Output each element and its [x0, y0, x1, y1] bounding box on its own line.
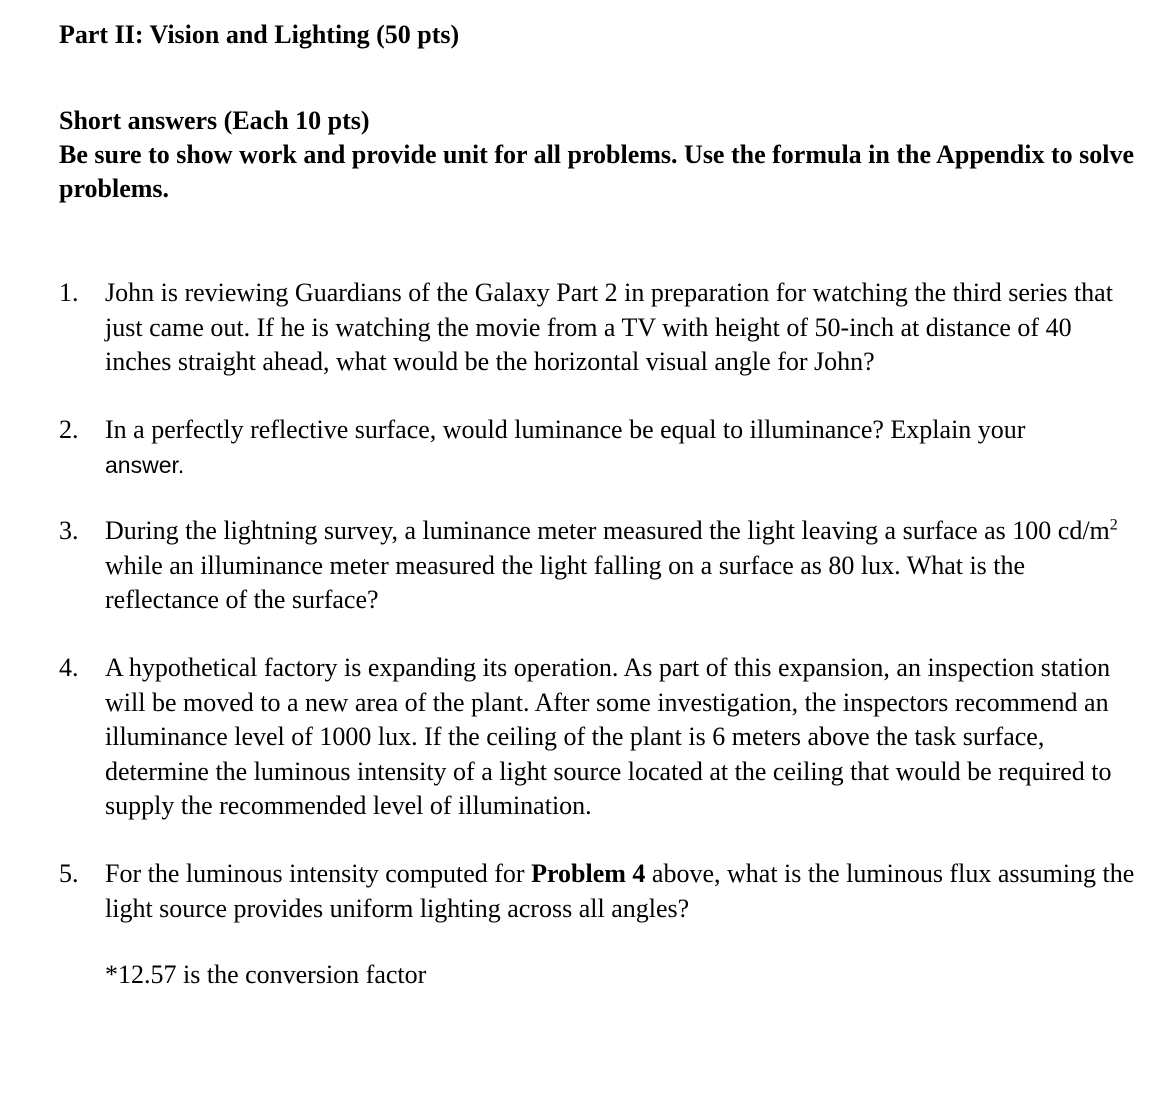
question-2 [59, 413, 1139, 482]
question-5 [59, 857, 1139, 926]
section-title: Part II: Vision and Lighting (50 pts) [59, 20, 460, 49]
question-number: 3. [59, 516, 79, 545]
question-number: 2. [59, 415, 79, 444]
question-text: A hypothetical factory is expanding its operation. As part of this expansion, an inspection station will be moved to a new area of the plant. After some investigation, the inspectors recommend an illuminance level of 1000 lux. If the ceiling of the plant is 6 meters above the task surface, determine the luminous intensity of a light source located at the ceiling that would be required to supply the recommended level of illumination. [105, 653, 1112, 820]
question-4 [59, 651, 1139, 824]
instructions: Be sure to show work and provide unit for all problems. Use the formula in the Appendix to solve problems. [59, 140, 1135, 203]
question-text: During the lightning survey, a luminance meter measured the light leaving a surface as 100 $cd/m^2$ while an illuminance meter measured the light falling on a surface as 80 lux. What is the reflectance of the surface? [105, 516, 1118, 614]
conversion-note: *12.57 is the conversion factor [105, 960, 427, 989]
question-number: 1. [59, 278, 79, 307]
question-text: For the luminous intensity computed for Problem 4 above, what is the luminous flux assuming the light source provides uniform lighting across all angles? [105, 859, 1135, 923]
question-number: 5. [59, 859, 79, 888]
section-subheading: Short answers (Each 10 pts) [59, 106, 370, 135]
question-1 [59, 276, 1139, 380]
question-text: In a perfectly reflective surface, would luminance be equal to illuminance? Explain your answer. [105, 415, 1026, 478]
question-3 [59, 514, 1139, 618]
question-text: John is reviewing Guardians of the Galaxy Part 2 in preparation for watching the third series that just came out. If he is watching the movie from a TV with height of 50-inch at distance of 40 inches straight ahead, what would be the horizontal visual angle for John? [105, 278, 1113, 376]
question-number: 4. [59, 653, 79, 682]
